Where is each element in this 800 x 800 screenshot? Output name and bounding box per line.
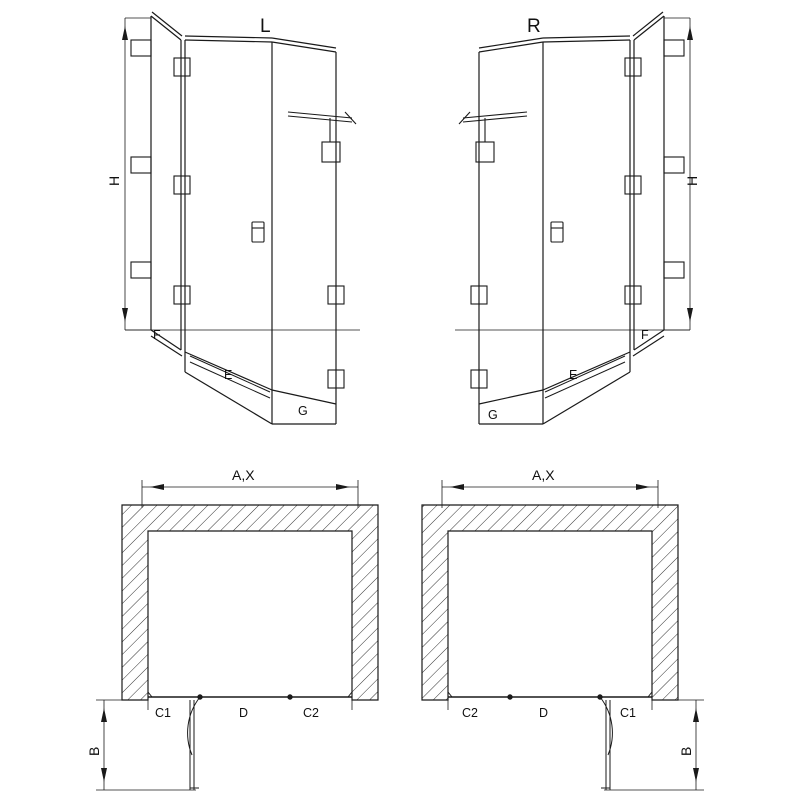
plan-right: [422, 480, 704, 790]
panel-label-left-e: E: [224, 368, 233, 382]
title-left: L: [260, 16, 271, 37]
depth-label-left: B: [86, 746, 102, 756]
width-label-right: A,X: [532, 467, 555, 483]
elevation-left: [122, 12, 360, 424]
plan-right-segment-c1: C1: [620, 706, 636, 720]
plan-left-segment-d: D: [239, 706, 249, 720]
width-label-left: A,X: [232, 467, 255, 483]
plan-left-segment-c2: C2: [303, 706, 319, 720]
height-label-right: H: [684, 175, 700, 186]
plan-right-segment-d: D: [539, 706, 549, 720]
panel-label-left-f: F: [153, 328, 161, 342]
panel-label-left-g: G: [298, 404, 308, 418]
depth-label-right: B: [678, 746, 694, 756]
plan-right-segment-c2: C2: [462, 706, 478, 720]
height-label-left: H: [106, 175, 122, 186]
plan-left: [96, 480, 378, 790]
panel-label-right-e: E: [569, 368, 578, 382]
panel-label-right-f: F: [641, 328, 649, 342]
plan-left-segment-c1: C1: [155, 706, 171, 720]
title-right: R: [527, 16, 541, 37]
panel-label-right-g: G: [488, 408, 498, 422]
elevation-right: [455, 12, 693, 424]
